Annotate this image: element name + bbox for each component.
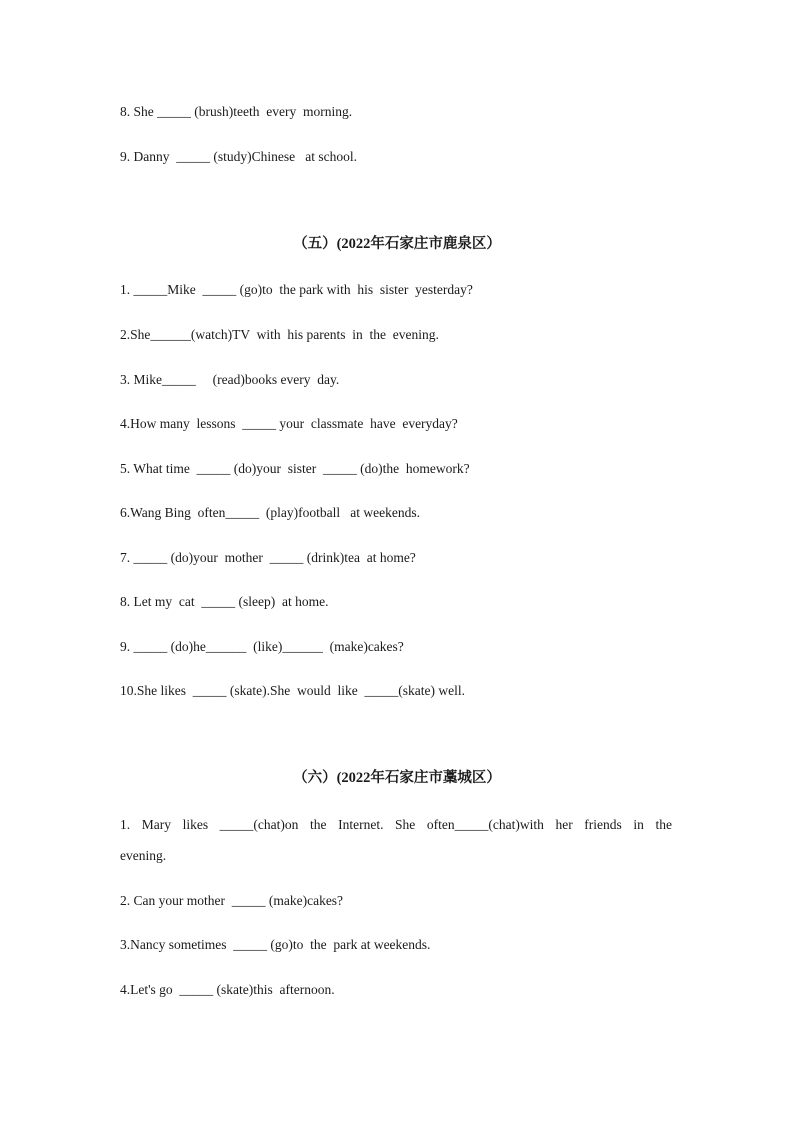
section-5-item-4: 4.How many lessons _____ your classmate have everyday? [120,416,458,431]
section-5-item-8: 8. Let my cat _____ (sleep) at home. [120,594,329,609]
section-5-item-3: 3. Mike_____ (read)books every day. [120,372,340,387]
section-5-item-5: 5. What time _____ (do)your sister _____ (do)the homework? [120,461,470,476]
exercise-item-8: 8. She _____ (brush)teeth every morning. [120,104,353,119]
section-5-item-1: 1. _____Mike _____ (go)to the park with his sister yesterday? [120,282,473,297]
section-6-item-3: 3.Nancy sometimes _____ (go)to the park at weekends. [120,937,431,952]
section-6-item-1-line-1: 1. Mary likes _____(chat)on the Internet. She often_____(chat)with her friends in the [120,817,672,832]
section-5-heading: （五）(2022年石家庄市鹿泉区） [293,236,501,252]
section-5-item-2: 2.She______(watch)TV with his parents in the evening. [120,327,439,342]
section-5-item-6: 6.Wang Bing often_____ (play)football at weekends. [120,505,420,520]
exercise-item-9: 9. Danny _____ (study)Chinese at school. [120,149,357,164]
section-5-item-7: 7. _____ (do)your mother _____ (drink)tea at home? [120,550,416,565]
section-6-item-1-line-2: evening. [120,848,167,863]
section-6-item-2: 2. Can your mother _____ (make)cakes? [120,893,344,908]
section-6-heading: （六）(2022年石家庄市藁城区） [293,770,501,786]
section-5-item-10: 10.She likes _____ (skate).She would like _____(skate) well. [120,683,465,698]
section-5-item-9: 9. _____ (do)he______ (like)______ (make)cakes? [120,639,404,654]
section-6-item-4: 4.Let's go _____ (skate)this afternoon. [120,982,335,997]
